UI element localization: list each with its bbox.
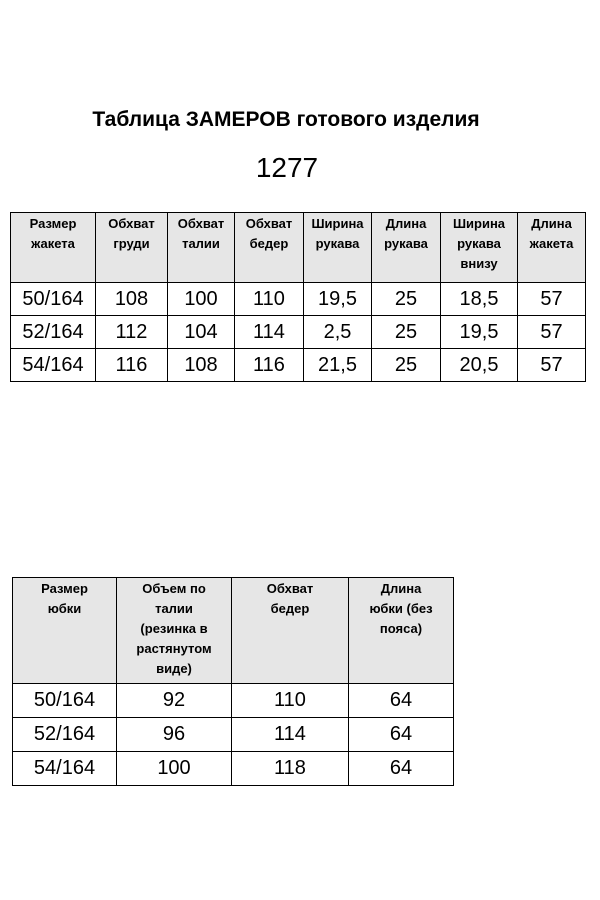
- header-cell: [372, 213, 441, 283]
- table-row: [11, 283, 586, 316]
- document-title-text: Таблица ЗАМЕРОВ готового изделия: [92, 108, 480, 131]
- header-cell: [232, 578, 349, 684]
- header-line: юбки: [47, 601, 82, 616]
- size-cell: 54/164: [13, 752, 117, 786]
- header-line: юбки (без: [369, 601, 433, 616]
- header-cell: [349, 578, 454, 684]
- value-cell: 96: [117, 718, 232, 752]
- header-line: Длина: [380, 581, 422, 596]
- value-cell: 100: [168, 283, 235, 316]
- value-cell: 25: [372, 349, 441, 382]
- header-line: Размер: [29, 216, 77, 231]
- value-cell: 116: [96, 349, 168, 382]
- value-cell: 57: [518, 349, 586, 382]
- size-cell: 54/164: [11, 349, 96, 382]
- header-cell: [441, 213, 518, 283]
- header-line: талии: [155, 601, 193, 616]
- value-cell: 108: [96, 283, 168, 316]
- value-cell: 92: [117, 684, 232, 718]
- value-cell: 19,5: [441, 316, 518, 349]
- value-cell: 114: [235, 316, 304, 349]
- size-cell: 50/164: [11, 283, 96, 316]
- value-cell: 57: [518, 283, 586, 316]
- table-row: [11, 349, 586, 382]
- header-cell: [13, 578, 117, 684]
- product-code-text: 1277: [255, 152, 319, 183]
- skirt-measurements-table: [12, 577, 454, 786]
- skirt-header-row: [13, 578, 454, 684]
- value-cell: 64: [349, 718, 454, 752]
- header-cell: [304, 213, 372, 283]
- header-line: Объем по: [142, 581, 206, 596]
- jacket-header-row: [11, 213, 586, 283]
- header-cell: [518, 213, 586, 283]
- header-line: талии: [182, 236, 220, 251]
- header-line: жакета: [529, 236, 574, 251]
- value-cell: 100: [117, 752, 232, 786]
- value-cell: 104: [168, 316, 235, 349]
- table-row: [13, 752, 454, 786]
- header-line: бедер: [270, 601, 310, 616]
- value-cell: 25: [372, 316, 441, 349]
- value-cell: 118: [232, 752, 349, 786]
- table-row: [13, 684, 454, 718]
- header-line: Обхват: [245, 216, 293, 231]
- header-line: пояса): [379, 621, 423, 636]
- header-line: Размер: [41, 581, 88, 596]
- size-cell: 52/164: [11, 316, 96, 349]
- header-line: рукава: [457, 236, 501, 251]
- header-cell: [168, 213, 235, 283]
- table-row: [13, 718, 454, 752]
- value-cell: 108: [168, 349, 235, 382]
- header-line: виде): [156, 661, 192, 676]
- header-line: жакета: [31, 236, 75, 251]
- product-code: [0, 152, 600, 184]
- header-cell: [235, 213, 304, 283]
- value-cell: 19,5: [304, 283, 372, 316]
- header-line: Обхват: [177, 216, 225, 231]
- header-line: бедер: [249, 236, 289, 251]
- header-line: рукава: [384, 236, 428, 251]
- header-line: Ширина: [311, 216, 364, 231]
- value-cell: 64: [349, 752, 454, 786]
- value-cell: 114: [232, 718, 349, 752]
- value-cell: 57: [518, 316, 586, 349]
- size-cell: 50/164: [13, 684, 117, 718]
- value-cell: 64: [349, 684, 454, 718]
- header-line: рукава: [315, 236, 360, 251]
- value-cell: 25: [372, 283, 441, 316]
- document-title: [0, 108, 600, 132]
- header-line: Обхват: [266, 581, 314, 596]
- header-line: Длина: [385, 216, 427, 231]
- value-cell: 110: [232, 684, 349, 718]
- value-cell: 112: [96, 316, 168, 349]
- value-cell: 2,5: [304, 316, 372, 349]
- table-row: [11, 316, 586, 349]
- header-line: Обхват: [108, 216, 155, 231]
- header-cell: [96, 213, 168, 283]
- value-cell: 110: [235, 283, 304, 316]
- header-line: Ширина: [452, 216, 506, 231]
- value-cell: 21,5: [304, 349, 372, 382]
- value-cell: 116: [235, 349, 304, 382]
- header-line: Длина: [531, 216, 572, 231]
- header-cell: [117, 578, 232, 684]
- header-line: (резинка в: [140, 621, 208, 636]
- value-cell: 20,5: [441, 349, 518, 382]
- jacket-measurements-table: [10, 212, 586, 382]
- header-cell: [11, 213, 96, 283]
- header-line: внизу: [460, 256, 498, 271]
- size-cell: 52/164: [13, 718, 117, 752]
- value-cell: 18,5: [441, 283, 518, 316]
- header-line: растянутом: [136, 641, 212, 656]
- header-line: груди: [113, 236, 150, 251]
